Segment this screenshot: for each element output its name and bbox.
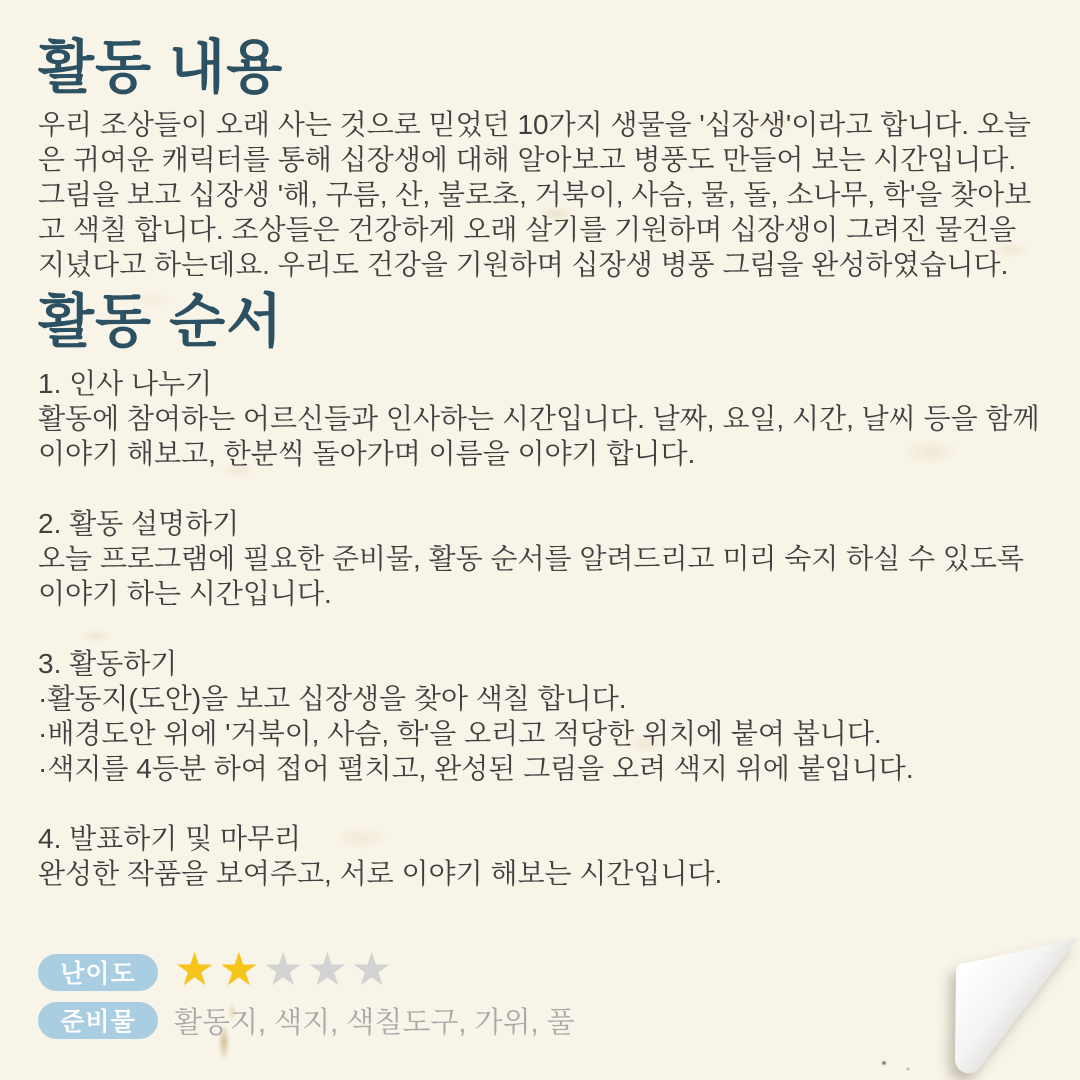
activity-order-title: 활동 순서 [38, 288, 284, 354]
step-1 [38, 366, 1046, 471]
materials-list: 활동지, 색지, 색칠도구, 가위, 풀 [174, 1006, 575, 1039]
main-content [38, 36, 1046, 926]
star-icon: ★ [351, 943, 396, 995]
difficulty-row [38, 943, 938, 995]
star-icon: ★ [306, 943, 351, 995]
activity-content-body: 우리 조상들이 오래 사는 것으로 믿었던 10가지 생물을 '십장생'이라고 합니다. 오늘은 귀여운 캐릭터를 통해 십장생에 대해 알아보고 병풍도 만들어 보는 시간입니다. 그림을 보고 십장생 '해, 구름, 산, 불로초, 거북이, 사슴, 물, 돌, 소나무, 학'을 찾아보고 색칠 합니다. 조상들은 건강하게 오래 살기를 기원하며 십장생이 그려진 물건을 지녔다고 하는데요. 우리도 건강을 기원하며 십장생 병풍 그림을 완성하였습니다. [38, 108, 1032, 280]
page-curl-decoration [930, 915, 1080, 1080]
activity-content-title: 활동 내용 [38, 35, 284, 100]
step-4-body: 완성한 작품을 보여주고, 서로 이야기 해보는 시간입니다. [38, 857, 723, 889]
step-3 [38, 646, 1046, 786]
step-3-heading: 3. 활동하기 [38, 647, 178, 679]
star-icon: ★ [218, 943, 263, 995]
step-4 [38, 821, 1046, 891]
star-icon: ★ [174, 943, 219, 995]
step-1-body: 활동에 참여하는 어르신들과 인사하는 시간입니다. 날짜, 요일, 시간, 날씨 등을 함께 이야기 해보고, 한분씩 돌아가며 이름을 이야기 합니다. [38, 402, 1040, 469]
step-1-heading: 1. 인사 나누기 [38, 367, 213, 399]
step-3-bullet-1: ·활동지(도안)을 보고 십장생을 찾아 색칠 합니다. [38, 682, 627, 714]
step-2-heading: 2. 활동 설명하기 [38, 507, 240, 539]
step-2 [38, 506, 1046, 611]
step-3-bullet-3: ·색지를 4등분 하여 접어 펼치고, 완성된 그림을 오려 색지 위에 붙입니다. [38, 752, 914, 784]
step-2-body: 오늘 프로그램에 필요한 준비물, 활동 순서를 알려드리고 미리 숙지 하실 수 있도록 이야기 하는 시간입니다. [38, 542, 1024, 609]
star-icon: ★ [262, 943, 307, 995]
difficulty-badge: 난이도 [38, 954, 158, 991]
difficulty-stars [174, 943, 396, 995]
materials-row [38, 1001, 938, 1039]
footer-info [38, 943, 938, 1049]
materials-badge: 준비물 [38, 1002, 158, 1039]
step-4-heading: 4. 발표하기 및 마무리 [38, 822, 302, 854]
step-3-bullet-2: ·배경도안 위에 '거북이, 사슴, 학'을 오리고 적당한 위치에 붙여 봅니다. [38, 717, 882, 749]
activity-steps [38, 366, 1046, 891]
